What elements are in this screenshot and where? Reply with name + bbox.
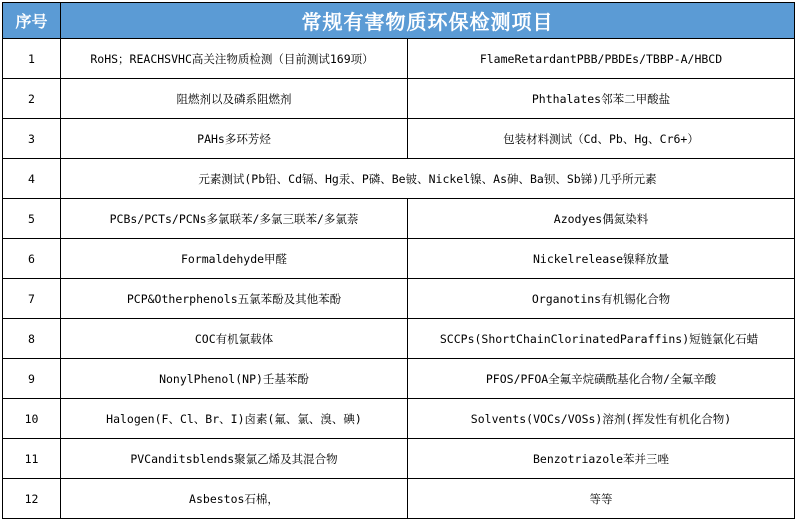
table-row xyxy=(3,399,795,439)
table-row xyxy=(3,79,795,119)
row-number-cell[interactable]: 12 xyxy=(3,479,61,519)
table-title[interactable]: 常规有害物质环保检测项目 xyxy=(61,3,795,39)
row-number-cell[interactable]: 9 xyxy=(3,359,61,399)
test-item-cell[interactable]: Organotins有机锡化合物 xyxy=(408,279,795,319)
row-number-cell[interactable]: 1 xyxy=(3,39,61,79)
row-number-cell[interactable]: 3 xyxy=(3,119,61,159)
table-row xyxy=(3,39,795,79)
test-item-cell[interactable]: PCP&Otherphenols五氯苯酚及其他苯酚 xyxy=(61,279,408,319)
test-item-cell[interactable]: COC有机氯载体 xyxy=(61,319,408,359)
test-item-cell[interactable]: Asbestos石棉， xyxy=(61,479,408,519)
table-row xyxy=(3,199,795,239)
test-item-cell[interactable]: 包装材料测试（Cd、Pb、Hg、Cr6+） xyxy=(408,119,795,159)
table-row xyxy=(3,159,795,199)
row-number-cell[interactable]: 2 xyxy=(3,79,61,119)
table-row xyxy=(3,319,795,359)
table-row xyxy=(3,239,795,279)
table-row xyxy=(3,119,795,159)
test-item-cell[interactable]: PCBs/PCTs/PCNs多氯联苯/多氯三联苯/多氯萘 xyxy=(61,199,408,239)
test-item-cell[interactable]: Azodyes偶氮染料 xyxy=(408,199,795,239)
test-item-cell[interactable]: 阻燃剂以及磷系阻燃剂 xyxy=(61,79,408,119)
test-item-cell[interactable]: 等等 xyxy=(408,479,795,519)
test-item-cell[interactable]: Solvents(VOCs/VOSs)溶剂(挥发性有机化合物) xyxy=(408,399,795,439)
test-item-cell[interactable]: PVCanditsblends聚氯乙烯及其混合物 xyxy=(61,439,408,479)
test-item-cell[interactable]: Benzotriazole苯并三唑 xyxy=(408,439,795,479)
test-item-cell[interactable]: Nickelrelease镍释放量 xyxy=(408,239,795,279)
test-item-cell[interactable]: NonylPhenol(NP)壬基苯酚 xyxy=(61,359,408,399)
row-number-cell[interactable]: 11 xyxy=(3,439,61,479)
row-number-cell[interactable]: 4 xyxy=(3,159,61,199)
test-item-cell[interactable] xyxy=(61,39,408,79)
header-row xyxy=(3,3,795,39)
row-number-cell[interactable]: 8 xyxy=(3,319,61,359)
test-item-text: RoHS；REACHSVHC高关注物质检测（目前测试169项） xyxy=(90,51,374,66)
hazardous-substances-table xyxy=(2,2,795,519)
table-row xyxy=(3,279,795,319)
merged-test-item-cell[interactable]: 元素测试(Pb铅、Cd镉、Hg汞、P磷、Be铍、Nickel镍、As砷、Ba钡、Sb锑)几乎所元素 xyxy=(61,159,795,199)
table-row xyxy=(3,439,795,479)
test-item-cell[interactable] xyxy=(408,319,795,359)
test-item-cell[interactable]: Formaldehyde甲醛 xyxy=(61,239,408,279)
test-item-cell[interactable]: Halogen(F、Cl、Br、I)卤素(氟、氯、溴、碘) xyxy=(61,399,408,439)
row-number-cell[interactable]: 7 xyxy=(3,279,61,319)
table-row xyxy=(3,479,795,519)
table-row xyxy=(3,359,795,399)
test-item-cell[interactable]: Phthalates邻苯二甲酸盐 xyxy=(408,79,795,119)
test-item-text: SCCPs(ShortChainClorinatedParaffins)短链氯化石蜡 xyxy=(439,331,759,346)
column-header-number[interactable]: 序号 xyxy=(3,3,61,39)
row-number-cell[interactable]: 5 xyxy=(3,199,61,239)
row-number-cell[interactable]: 6 xyxy=(3,239,61,279)
test-item-cell[interactable]: FlameRetardantPBB/PBDEs/TBBP-A/HBCD xyxy=(408,39,795,79)
test-item-cell[interactable]: PFOS/PFOA全氟辛烷磺酰基化合物/全氟辛酸 xyxy=(408,359,795,399)
test-item-cell[interactable]: PAHs多环芳烃 xyxy=(61,119,408,159)
row-number-cell[interactable]: 10 xyxy=(3,399,61,439)
